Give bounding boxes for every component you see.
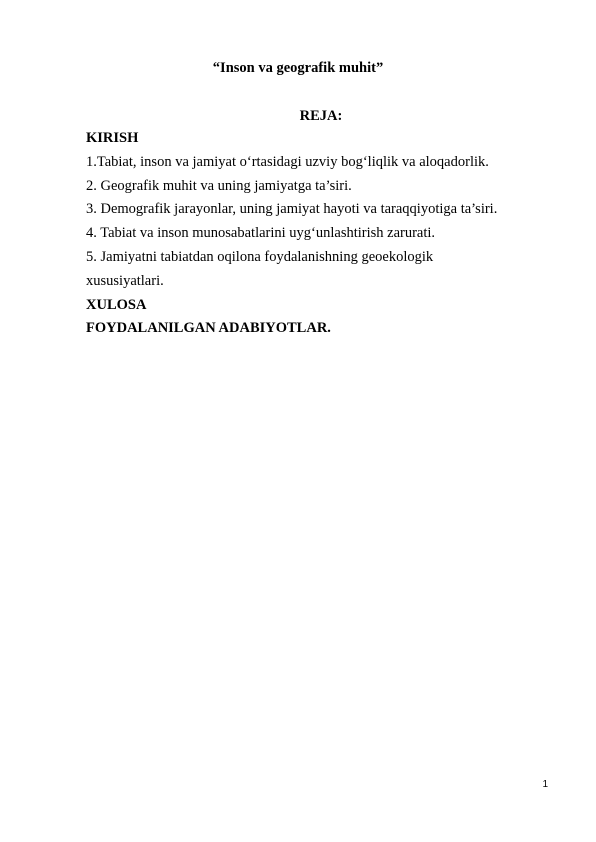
section-conclusion: XULOSA (86, 296, 147, 313)
plan-item-5: 5. Jamiyatni tabiatdan oqilona foydalanishning geoekologik (86, 248, 434, 265)
plan-heading: REJA: (299, 108, 343, 124)
section-introduction: KIRISH (86, 130, 139, 146)
page-number: 1 (542, 779, 548, 790)
document-title: “Inson va geografik muhit” (212, 60, 384, 76)
plan-item-4: 4. Tabiat va inson munosabatlarini uyg‘unlashtirish zarurati. (86, 225, 436, 242)
plan-list (86, 128, 556, 342)
plan-item-3: 3. Demografik jarayonlar, uning jamiyat hayoti va taraqqiyotiga ta’siri. (86, 201, 498, 218)
plan-item-1: 1.Tabiat, inson va jamiyat o‘rtasidagi uzviy bog‘liqlik va aloqadorlik. (86, 153, 489, 170)
plan-item-5-continued: xususiyatlari. (86, 272, 164, 289)
section-references: FOYDALANILGAN ADABIYOTLAR. (86, 320, 331, 337)
plan-item-2: 2. Geografik muhit va uning jamiyatga ta’siri. (86, 177, 352, 194)
